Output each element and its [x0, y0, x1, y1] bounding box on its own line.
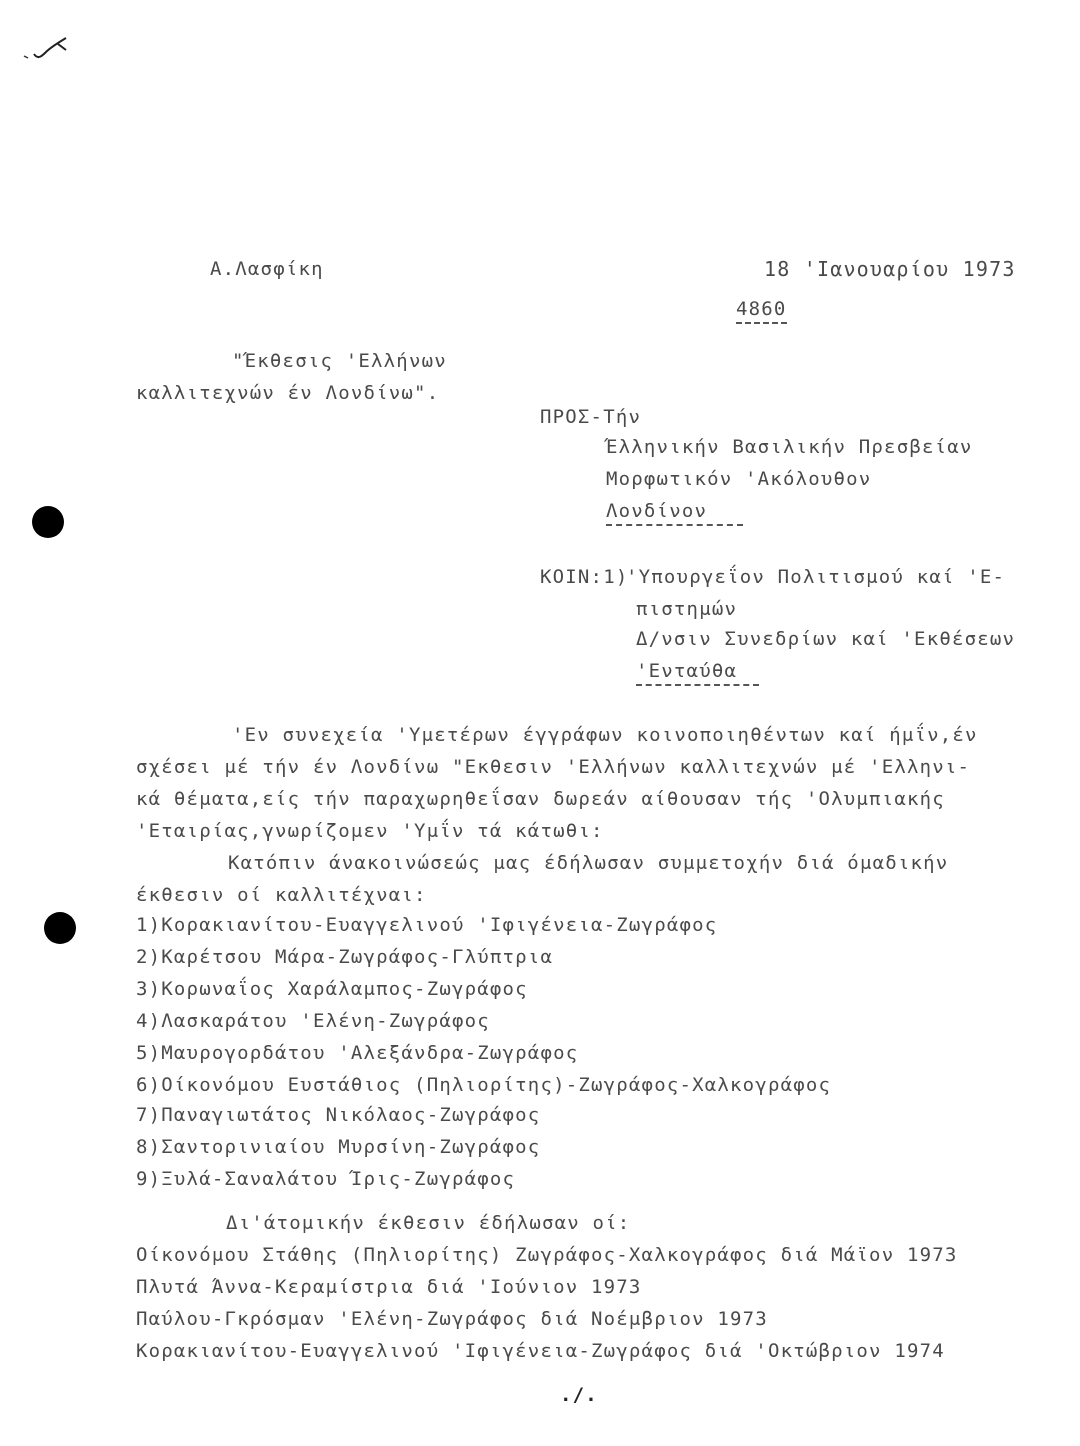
- list-item: 2)Καρέτσου Μάρα-Ζωγράφος-Γλύπτρια: [136, 946, 554, 968]
- list-item: 9)Ξυλά-Σαναλάτου Ίρις-Ζωγράφος: [136, 1168, 516, 1190]
- subject-line-2: καλλιτεχνών έν Λονδίνω".: [136, 382, 440, 404]
- list-item: 5)Μαυρογορδάτου 'Αλεξάνδρα-Ζωγράφος: [136, 1042, 579, 1064]
- body-p1-line-4: 'Εταιρίας,γνωρίζομεν 'Υμΐν τά κάτωθι:: [136, 820, 604, 842]
- individual-item: Παύλου-Γκρόσμαν 'Ελένη-Ζωγράφος διά Νοέμβριον 1973: [136, 1308, 768, 1330]
- list-item: 7)Παναγιωτάτος Νικόλαος-Ζωγράφος: [136, 1104, 541, 1126]
- cc-line-3: Δ/νσιν Συνεδρίων καί 'Εκθέσεων: [636, 628, 1016, 650]
- letter-date: 18 'Ιανουαρίου 1973: [764, 257, 1016, 281]
- recipient-label: ΠΡΟΣ-Τήν: [540, 406, 642, 428]
- list-item: 3)Κορωναΐος Χαράλαμπος-Ζωγράφος: [136, 978, 528, 1000]
- pen-mark: [22, 34, 72, 64]
- individual-item: Πλυτά Άννα-Κεραμίστρια διά 'Ιούνιον 1973: [136, 1276, 642, 1298]
- subject-line-1: "Έκθεσις 'Ελλήνων: [232, 350, 447, 372]
- cc-line-1: 'Υπουργεΐον Πολιτισμού καί 'Ε-: [626, 566, 1006, 588]
- body-p1-line-1: 'Εν συνεχεία 'Υμετέρων έγγράφων κοινοποιηθέντων καί ήμΐν,έν: [232, 724, 978, 746]
- sender-place: Α.Λασφίκη: [210, 258, 324, 280]
- list-item: 6)Οίκονόμου Ευστάθιος (Πηλιορίτης)-Ζωγράφος-Χαλκογράφος: [136, 1074, 832, 1096]
- body-p1-line-2: σχέσει μέ τήν έν Λονδίνω "Εκθεσιν 'Ελλήνων καλλιτεχνών μέ 'Ελληνι-: [136, 756, 971, 778]
- list-item: 4)Λασκαράτου 'Ελένη-Ζωγράφος: [136, 1010, 490, 1032]
- cc-label: ΚΟΙΝ:1): [540, 566, 629, 588]
- recipient-line-1: Έλληνικήν Βασιλικήν Πρεσβείαν: [606, 436, 973, 458]
- punch-hole: [44, 912, 76, 944]
- protocol-number: 4860: [736, 298, 787, 324]
- punch-hole: [32, 506, 64, 538]
- recipient-line-3: Λονδίνον: [606, 500, 743, 526]
- body-p2-line-2: έκθεσιν οί καλλιτέχναι:: [136, 884, 427, 906]
- cc-line-4: 'Ενταύθα: [636, 660, 759, 686]
- body-p2-line-1: Κατόπιν άνακοινώσεώς μας έδήλωσαν συμμετοχήν διά όμαδικήν: [228, 852, 949, 874]
- continuation-mark: ./.: [560, 1384, 598, 1406]
- body-p1-line-3: κά θέματα,είς τήν παραχωρηθεΐσαν δωρεάν αίθουσαν τής 'Ολυμπιακής: [136, 788, 945, 810]
- individual-item: Οίκονόμου Στάθης (Πηλιορίτης) Ζωγράφος-Χαλκογράφος διά Μάϊον 1973: [136, 1244, 958, 1266]
- recipient-line-2: Μορφωτικόν 'Ακόλουθον: [606, 468, 872, 490]
- list-item: 8)Σαντορινιαίου Μυρσίνη-Ζωγράφος: [136, 1136, 541, 1158]
- individual-intro: Δι'άτομικήν έκθεσιν έδήλωσαν οί:: [226, 1212, 631, 1234]
- list-item: 1)Κορακιανίτου-Ευαγγελινού 'Ιφιγένεια-Ζωγράφος: [136, 914, 718, 936]
- cc-line-2: πιστημών: [636, 598, 738, 620]
- individual-item: Κορακιανίτου-Ευαγγελινού 'Ιφιγένεια-Ζωγράφος διά 'Οκτώβριον 1974: [136, 1340, 945, 1362]
